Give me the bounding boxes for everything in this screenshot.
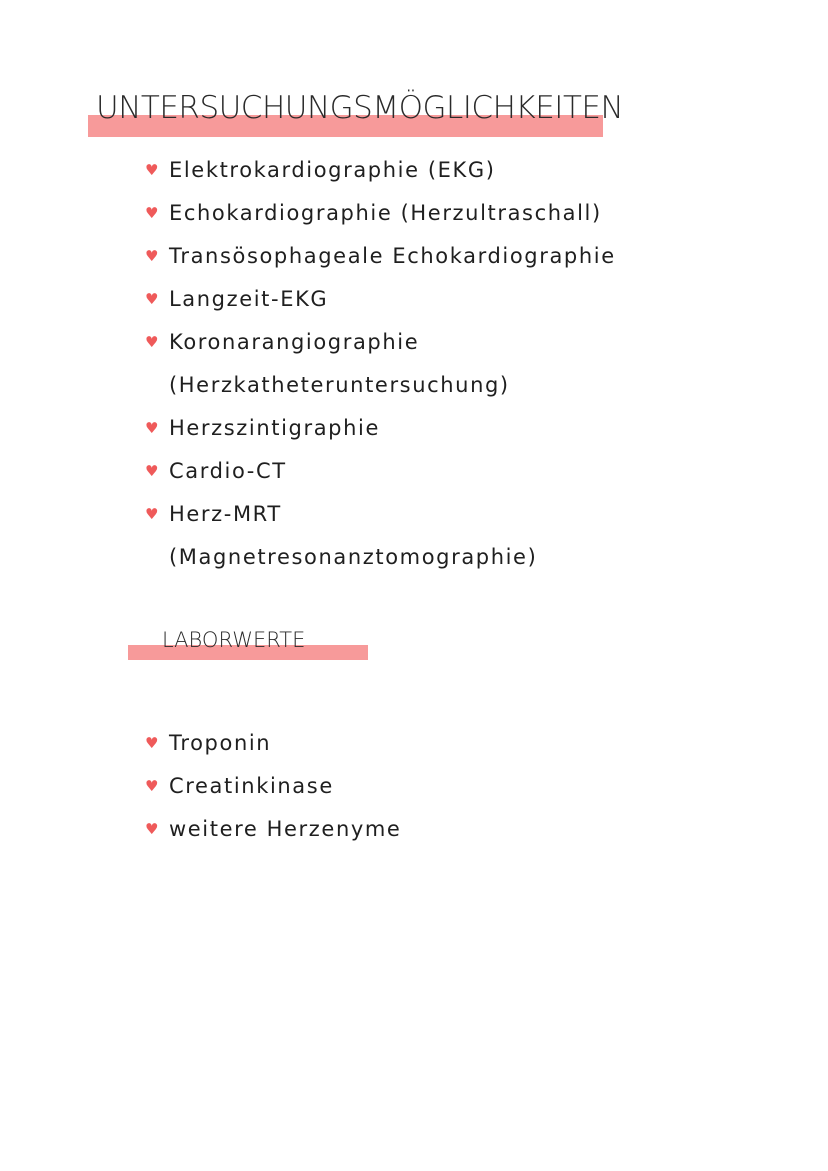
list-item-label: Koronarangiographie xyxy=(169,330,420,354)
heart-bullet-icon: ♥ xyxy=(145,462,159,480)
list-item-label: Herz-MRT xyxy=(169,502,282,526)
heart-bullet-icon: ♥ xyxy=(145,734,159,752)
list-item-label: (Herzkatheteruntersuchung) xyxy=(169,373,510,397)
heart-bullet-icon: ♥ xyxy=(145,820,159,838)
heart-bullet-icon: ♥ xyxy=(145,777,159,795)
heart-bullet-icon: ♥ xyxy=(145,333,159,351)
heart-bullet-icon: ♥ xyxy=(145,505,159,523)
heart-bullet-icon: ♥ xyxy=(145,161,159,179)
list-item-label: Transösophageale Echokardiographie xyxy=(169,244,616,268)
heart-bullet-icon: ♥ xyxy=(145,290,159,308)
heading-text: LABORWERTE xyxy=(162,628,306,652)
list-item-label: Echokardiographie (Herzultraschall) xyxy=(169,201,602,225)
list-item-label: Troponin xyxy=(169,731,272,755)
list-item-label: Langzeit-EKG xyxy=(169,287,329,311)
list-item-label: (Magnetresonanztomographie) xyxy=(169,545,538,569)
list-item-label: Cardio-CT xyxy=(169,459,287,483)
list-item-label: weitere Herzenyme xyxy=(169,817,402,841)
heart-bullet-icon: ♥ xyxy=(145,247,159,265)
list-item-label: Elektrokardiographie (EKG) xyxy=(169,158,496,182)
heart-bullet-icon: ♥ xyxy=(145,204,159,222)
list-item-label: Creatinkinase xyxy=(169,774,334,798)
list-item-label: Herzszintigraphie xyxy=(169,416,380,440)
heading-untersuchungsmoeglichkeiten xyxy=(88,90,624,126)
heading-laborwerte xyxy=(128,628,306,652)
heading-text: UNTERSUCHUNGSMÖGLICHKEITEN xyxy=(96,90,624,126)
heart-bullet-icon: ♥ xyxy=(145,419,159,437)
